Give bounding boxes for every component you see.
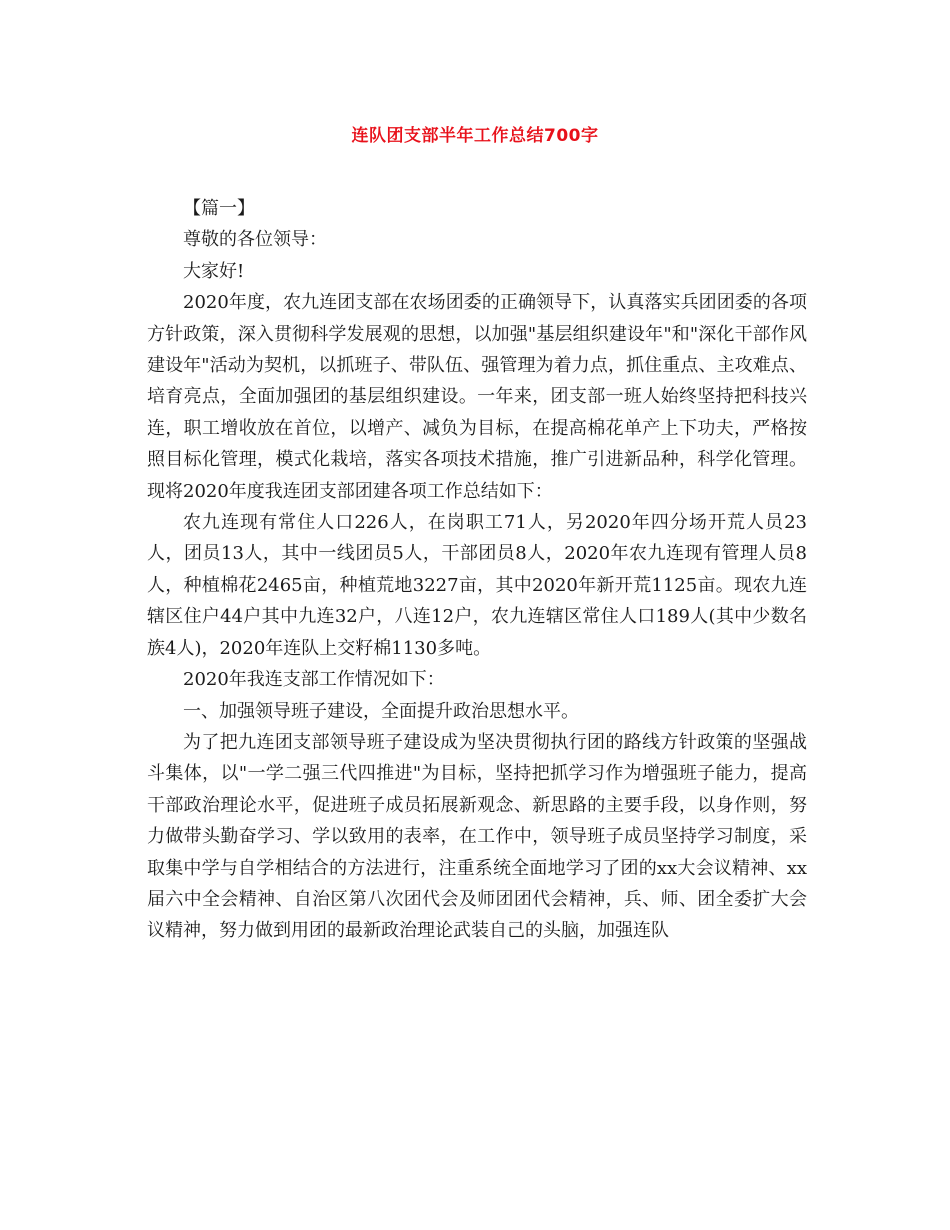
body-paragraph: 2020年我连支部工作情况如下：	[183, 669, 445, 691]
document-body	[147, 193, 807, 947]
document-title: 连队团支部半年工作总结700字	[351, 126, 599, 146]
subsection-heading: 一、加强领导班子建设，全面提升政治思想水平。	[183, 700, 579, 722]
body-paragraph: 2020年度，农九连团支部在农场团委的正确领导下，认真落实兵团团委的各项方针政策，深入贯彻科学发展观的思想，以加强"基层组织建设年"和"深化干部作风建设年"活动为契机，以抓班子、带队伍、强管理为着力点，抓住重点、主攻难点、培育亮点，全面加强团的基层组织建设。一年来，团支部一班人始终坚持把科技兴连，职工增收放在首位，以增产、减负为目标，在提高棉花单产上下功夫，严格按照目标化管理，模式化栽培，落实各项技术措施，推广引进新品种，科学化管理。现将2020年度我连团支部团建各项工作总结如下：	[147, 292, 807, 502]
salutation: 尊敬的各位领导：	[183, 229, 327, 251]
section-heading: 【篇一】	[183, 198, 255, 219]
greeting: 大家好!	[183, 260, 245, 282]
body-paragraph: 农九连现有常住人口226人，在岗职工71人，另2020年四分场开荒人员23人，团员13人，其中一线团员5人，干部团员8人，2020年农九连现有管理人员8人，种植棉花2465亩，种植荒地3227亩，其中2020年新开荒1125亩。现农九连辖区住户44户其中九连32户，八连12户，农九连辖区常住人口189人(其中少数名族4人)，2020年连队上交籽棉1130多吨。	[147, 512, 807, 659]
body-paragraph: 为了把九连团支部领导班子建设成为坚决贯彻执行团的路线方针政策的坚强战斗集体，以"一学二强三代四推进"为目标，坚持把抓学习作为增强班子能力，提高干部政治理论水平，促进班子成员拓展新观念、新思路的主要手段，以身作则，努力做带头勤奋学习、学以致用的表率，在工作中，领导班子成员坚持学习制度，采取集中学与自学相结合的方法进行，注重系统全面地学习了团的xx大会议精神、xx届六中全会精神、自治区第八次团代会及师团团代会精神，兵、师、团全委扩大会议精神，努力做到用团的最新政治理论武装自己的头脑，加强连队	[147, 731, 807, 942]
